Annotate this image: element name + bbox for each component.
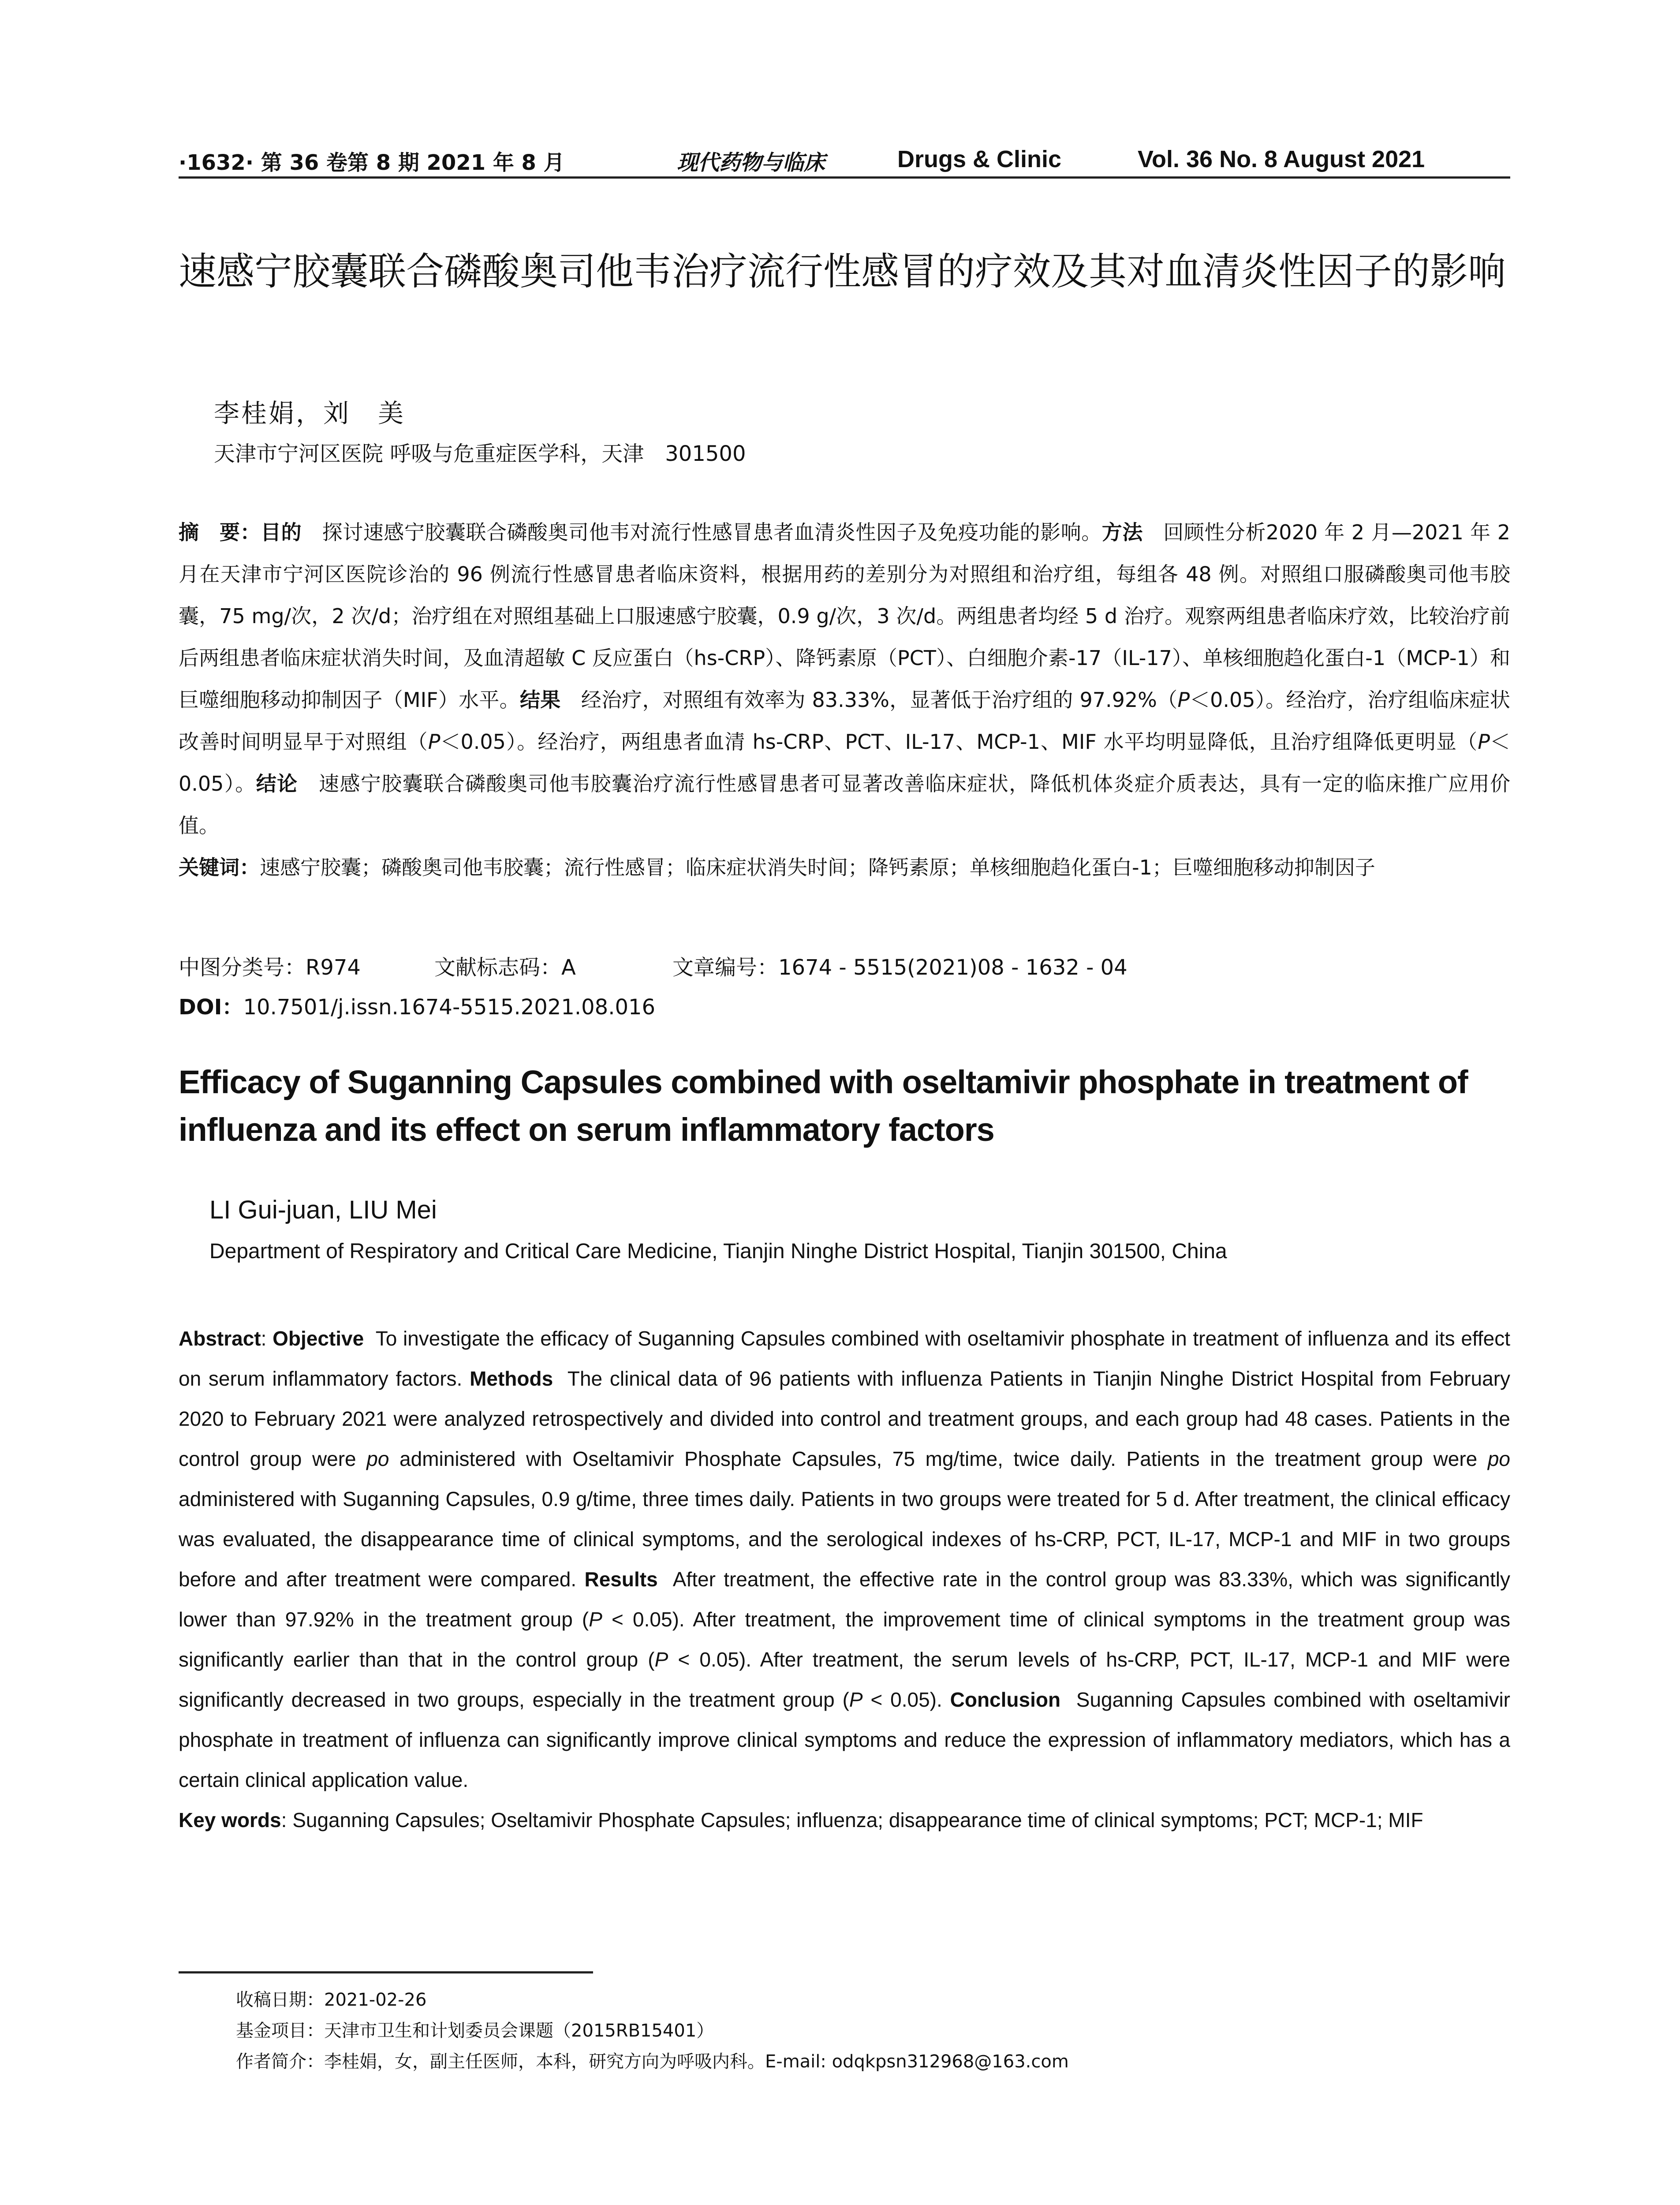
header-journal-cn: 现代药物与临床 xyxy=(677,150,825,175)
methods-label-cn: 方法 xyxy=(1101,520,1143,544)
title-en: Efficacy of Suganning Capsules combined with oseltamivir phosphate in treatment of influenza and its effect on serum inflammatory factors xyxy=(179,1064,1468,1148)
results-en-3: < 0.05). After treatment, the serum levels of hs-CRP, PCT, IL-17, MCP-1 and MIF were significantly decreased in two groups, especially in the treatment group ( xyxy=(179,1648,1511,1711)
clc-number: 中图分类号：R974 xyxy=(179,955,361,980)
objective-cn: 探讨速感宁胶囊联合磷酸奥司他韦对流行性感冒患者血清炎性因子及免疫功能的影响。 xyxy=(322,520,1102,544)
results-en-1: After treatment, the effective rate in the control group was 83.33%, which was significantly lower than 97.92% in the treatment group ( xyxy=(179,1568,1511,1631)
methods-label-en: Methods xyxy=(470,1367,553,1390)
header-volume: Vol. 36 No. 8 August 2021 xyxy=(1138,146,1425,172)
affiliation-cn: 天津市宁河区医院 呼吸与危重症医学科，天津 301500 xyxy=(214,441,746,466)
results-en-4: < 0.05). xyxy=(862,1688,942,1711)
results-cn-3: ＜0.05）。经治疗，两组患者血清 hs-CRP、PCT、IL-17、MCP-1、MIF 水平均明显降低，且治疗组降低更明显（ xyxy=(440,730,1478,754)
methods-en-3: administered with Suganning Capsules, 0.9 g/time, three times daily. Patients in two groups were treated for 5 d. After treatment, the clinical efficacy was evaluated, the disappearance time of clinical symptoms, and the serological indexes of hs-CRP, PCT, IL-17, MCP-1 and MIF in two groups before and after treatment were compared. xyxy=(179,1487,1510,1591)
abstract-cn-label: 摘 要： xyxy=(179,520,261,544)
results-cn-1: 经治疗，对照组有效率为 83.33%，显著低于治疗组的 97.92%（ xyxy=(581,688,1178,712)
keywords-en-text: Suganning Capsules; Oseltamivir Phosphate Capsules; influenza; disappearance time of clinical symptoms; PCT; MCP-1; MIF xyxy=(292,1809,1423,1831)
authors-en: LI Gui-juan, LIU Mei xyxy=(209,1196,437,1224)
header-journal-en: Drugs & Clinic xyxy=(897,146,1062,172)
conclusion-en: Suganning Capsules combined with oseltamivir phosphate in treatment of influenza can significantly improve clinical symptoms and reduce the expression of inflammatory mediators, which has a certain clinical application value. xyxy=(179,1688,1511,1791)
keywords-en: Key words: Suganning Capsules; Oseltamivir Phosphate Capsules; influenza; disappearance time of clinical symptoms; PCT; MCP-1; MIF xyxy=(179,1809,1423,1831)
p-value-cn-2: P xyxy=(428,730,441,754)
authors-cn: 李桂娟，刘 美 xyxy=(214,398,406,428)
methods-en-2: administered with Oseltamivir Phosphate Capsules, 75 mg/time, twice daily. Patients in the treatment group were xyxy=(389,1447,1488,1470)
objective-label-cn: 目的 xyxy=(261,520,302,544)
methods-cn: 回顾性分析2020 年 2 月—2021 年 2 月在天津市宁河区医院诊治的 96 例流行性感冒患者临床资料，根据用药的差别分为对照组和治疗组，每组各 48 例。对照组口服磷酸奥司他韦胶囊，75 mg/次，2 次/d；治疗组在对照组基础上口服速感宁胶囊，0.9 g/次，3 次/d。两组患者均经 5 d 治疗。观察两组患者临床疗效，比较治疗前后两组患者临床症状消失时间，及血清超敏 C 反应蛋白（hs-CRP）、降钙素原（PCT）、白细胞介素-17（IL-17）、单核细胞趋化蛋白-1（MCP-1）和巨噬细胞移动抑制因子（MIF）水平。 xyxy=(179,520,1511,712)
objective-label-en: Objective xyxy=(273,1327,364,1350)
p-value-en-1: P xyxy=(589,1608,602,1631)
conclusion-label-en: Conclusion xyxy=(950,1688,1061,1711)
keywords-en-label: Key words xyxy=(179,1809,281,1831)
affiliation-en: Department of Respiratory and Critical Care Medicine, Tianjin Ninghe District Hospital, Tianjin 301500, China xyxy=(209,1240,1227,1263)
footnotes xyxy=(236,1984,1069,2077)
doi-label: DOI： xyxy=(179,995,243,1020)
classification-line xyxy=(179,950,1127,981)
results-label-en: Results xyxy=(584,1568,658,1591)
results-cn-2: ＜0.05）。经治疗，治疗组临床症状改善时间明显早于对照组（ xyxy=(179,688,1511,754)
keywords-cn xyxy=(179,847,1510,889)
po-term-2: po xyxy=(1487,1447,1511,1470)
p-value-cn-1: P xyxy=(1177,688,1190,712)
article-number: 文章编号：1674 - 5515(2021)08 - 1632 - 04 xyxy=(672,955,1127,980)
author-bio: 作者简介：李桂娟，女，副主任医师，本科，研究方向为呼吸内科。E-mail: odqkpsn312968@163.com xyxy=(236,2052,1069,2072)
fund-project: 基金项目：天津市卫生和计划委员会课题（2015RB15401） xyxy=(236,2021,714,2041)
results-en-2: < 0.05). After treatment, the improvement time of clinical symptoms in the treatment group was significantly earlier than that in the control group ( xyxy=(179,1608,1510,1671)
results-cn-4: ＜0.05）。 xyxy=(179,730,1511,796)
p-value-en-2: P xyxy=(654,1648,668,1671)
keywords-cn-label: 关键词： xyxy=(179,856,260,879)
document-code: 文献标志码：A xyxy=(434,955,576,980)
running-header xyxy=(179,146,1510,179)
p-value-cn-3: P xyxy=(1478,730,1490,754)
po-term-1: po xyxy=(366,1447,389,1470)
doi-line xyxy=(179,990,655,1020)
objective-en: To investigate the efficacy of Suganning Capsules combined with oseltamivir phosphate in treatment of influenza and its effect on serum inflammatory factors. xyxy=(179,1327,1511,1390)
abstract-cn xyxy=(179,512,1510,889)
methods-en-1: The clinical data of 96 patients with influenza Patients in Tianjin Ninghe District Hospital from February 2020 to February 2021 were analyzed retrospectively and divided into control and treatment groups, and each group had 48 cases. Patients in the control group were xyxy=(179,1367,1511,1470)
p-value-en-3: P xyxy=(849,1688,863,1711)
abstract-en: Abstract: Objective To investigate the efficacy of Suganning Capsules combined with oseltamivir phosphate in treatment of influenza and its effect on serum inflammatory factors. Methods The clinical data of 96 patients with influenza Patients in Tianjin Ninghe District Hospital from February 2020 to February 2021 were analyzed retrospectively and divided into control and treatment groups, and each group had 48 cases. Patients in the control group were po administered with Oseltamivir Phosphate Capsules, 75 mg/time, twice daily. Patients in the treatment group were po administered with Suganning Capsules, 0.9 g/time, three times daily. Patients in two groups were treated for 5 d. After treatment, the clinical efficacy was evaluated, the disappearance time of clinical symptoms, and the serological indexes of hs-CRP, PCT, IL-17, MCP-1 and MIF in two groups before and after treatment were compared. Results After treatment, the effective rate in the control group was 83.33%, which was significantly lower than 97.92% in the treatment group (P < 0.05). After treatment, the improvement time of clinical symptoms in the treatment group was significantly earlier than that in the control group (P < 0.05). After treatment, the serum levels of hs-CRP, PCT, IL-17, MCP-1 and MIF were significantly decreased in two groups, especially in the treatment group (P < 0.05). Conclusion Suganning Capsules combined with oseltamivir phosphate in treatment of influenza can significantly improve clinical symptoms and reduce the expression of inflammatory mediators, which has a certain clinical application value. Key words: Suganning Capsules; Oseltamivir Phosphate Capsules; influenza; disappearance time of clinical symptoms; PCT; MCP-1; MIF xyxy=(179,1319,1510,1840)
received-date: 收稿日期：2021-02-26 xyxy=(236,1990,427,2010)
header-issue: ·1632· 第 36 卷第 8 期 2021 年 8 月 xyxy=(179,150,565,175)
results-label-cn: 结果 xyxy=(519,688,561,712)
abstract-en-label: Abstract xyxy=(179,1327,261,1350)
article-page xyxy=(179,0,1510,2205)
doi-value[interactable]: 10.7501/j.issn.1674-5515.2021.08.016 xyxy=(243,995,656,1020)
conclusion-cn: 速感宁胶囊联合磷酸奥司他韦胶囊治疗流行性感冒患者可显著改善临床症状，降低机体炎症介质表达，具有一定的临床推广应用价值。 xyxy=(179,772,1511,837)
title-cn: 速感宁胶囊联合磷酸奥司他韦治疗流行性感冒的疗效及其对血清炎性因子的影响 xyxy=(179,250,1506,294)
keywords-cn-text: 速感宁胶囊；磷酸奥司他韦胶囊；流行性感冒；临床症状消失时间；降钙素原；单核细胞趋化蛋白-1；巨噬细胞移动抑制因子 xyxy=(260,856,1375,879)
conclusion-label-cn: 结论 xyxy=(256,772,298,796)
footnote-divider xyxy=(179,1971,593,1973)
